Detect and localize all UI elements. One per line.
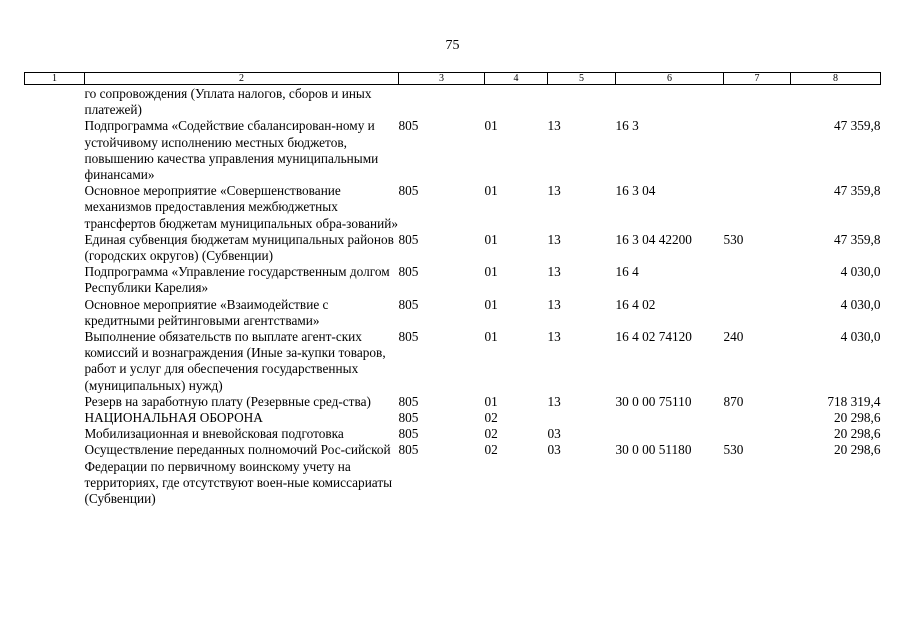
page-number: 75 [445, 38, 460, 53]
row-rz [485, 85, 548, 119]
row-blank-cell [25, 118, 85, 183]
header-col-8: 8 [791, 73, 881, 85]
row-blank-cell [25, 183, 85, 232]
row-sum [791, 85, 881, 119]
row-pr: 13 [547, 296, 561, 312]
row-name: Единая субвенция бюджетам муниципальных районов (городских округов) (Субвенции) [84, 231, 394, 264]
row-pr: 13 [547, 329, 561, 345]
header-col-6: 6 [616, 73, 724, 85]
row-blank-cell [25, 410, 85, 426]
header-col-2: 2 [85, 73, 399, 85]
row-sum: 20 298,6 [833, 442, 881, 458]
table-row [25, 118, 881, 183]
row-sum: 718 319,4 [827, 393, 881, 409]
row-rz: 01 [484, 231, 498, 247]
row-ved: 805 [398, 393, 419, 409]
row-vr: 530 [723, 231, 744, 247]
row-rz: 02 [484, 442, 498, 458]
row-name: Осуществление переданных полномочий Рос-сийской Федерации по первичному воинскому учету на территориях, где отсутствуют воен-ные комиссариаты (Субвенции) [84, 442, 393, 507]
table-row [25, 410, 881, 426]
row-csr [616, 85, 724, 119]
row-vr [724, 410, 791, 426]
row-csr [616, 426, 724, 442]
row-sum: 47 359,8 [833, 118, 881, 134]
table-row [25, 297, 881, 329]
row-vr [724, 426, 791, 442]
row-sum: 20 298,6 [833, 426, 881, 442]
row-ved: 805 [398, 442, 419, 458]
row-csr [616, 410, 724, 426]
row-rz: 01 [484, 329, 498, 345]
table-row [25, 329, 881, 394]
row-name: Мобилизационная и вневойсковая подготовка [84, 426, 344, 442]
row-blank-cell [25, 85, 85, 119]
row-blank-cell [25, 297, 85, 329]
row-name: НАЦИОНАЛЬНАЯ ОБОРОНА [84, 410, 263, 426]
row-ved: 805 [398, 329, 419, 345]
row-name: Основное мероприятие «Совершенствование механизмов предоставления межбюджетных трансфертов бюджетам муниципальных обра-зований» [84, 183, 398, 231]
row-csr: 16 3 04 [615, 183, 656, 199]
row-rz: 01 [484, 393, 498, 409]
row-vr [724, 183, 791, 232]
row-csr: 16 4 02 [615, 296, 656, 312]
row-csr: 30 0 00 51180 [615, 442, 692, 458]
row-ved [399, 85, 485, 119]
table-row [25, 232, 881, 264]
row-rz: 01 [484, 118, 498, 134]
row-vr [724, 118, 791, 183]
row-ved: 805 [398, 183, 419, 199]
row-pr: 03 [547, 426, 561, 442]
row-blank-cell [25, 329, 85, 394]
row-sum: 4 030,0 [840, 329, 881, 345]
table-row [25, 426, 881, 442]
row-csr: 16 4 [615, 264, 639, 280]
row-ved: 805 [398, 426, 419, 442]
row-pr [548, 410, 616, 426]
row-rz: 02 [484, 410, 498, 426]
row-sum: 4 030,0 [840, 264, 881, 280]
row-csr: 16 3 04 42200 [615, 231, 692, 247]
row-csr: 30 0 00 75110 [615, 393, 692, 409]
header-col-7: 7 [724, 73, 791, 85]
row-vr [724, 85, 791, 119]
row-vr: 870 [723, 393, 744, 409]
row-vr: 530 [723, 442, 744, 458]
table-row [25, 85, 881, 119]
row-blank-cell [25, 442, 85, 507]
row-pr: 13 [547, 264, 561, 280]
budget-table [24, 72, 881, 507]
header-col-5: 5 [548, 73, 616, 85]
row-ved: 805 [398, 264, 419, 280]
table-row [25, 442, 881, 507]
row-blank-cell [25, 264, 85, 296]
row-csr: 16 3 [615, 118, 639, 134]
header-col-1: 1 [25, 73, 85, 85]
row-rz: 01 [484, 264, 498, 280]
row-vr [724, 297, 791, 329]
row-pr: 13 [547, 118, 561, 134]
row-rz: 02 [484, 426, 498, 442]
row-sum: 20 298,6 [833, 410, 881, 426]
row-blank-cell [25, 426, 85, 442]
row-ved: 805 [398, 118, 419, 134]
table-row [25, 394, 881, 410]
row-name: го сопровождения (Уплата налогов, сборов и иных платежей) [84, 86, 372, 118]
row-name: Подпрограмма «Управление государственным долгом Республики Карелия» [84, 264, 390, 296]
row-name: Подпрограмма «Содействие сбалансирован-ному и устойчивому исполнению местных бюджетов, повышению качества управления муниципальными финансами» [84, 118, 379, 183]
row-vr [724, 264, 791, 296]
row-name: Основное мероприятие «Взаимодействие с кредитными рейтинговыми агентствами» [84, 296, 329, 328]
row-blank-cell [25, 232, 85, 264]
row-vr: 240 [723, 329, 744, 345]
table-row [25, 264, 881, 296]
row-ved: 805 [398, 410, 419, 426]
row-rz: 01 [484, 296, 498, 312]
header-col-3: 3 [399, 73, 485, 85]
row-pr: 03 [547, 442, 561, 458]
row-sum: 47 359,8 [833, 183, 881, 199]
row-ved: 805 [398, 296, 419, 312]
row-sum: 4 030,0 [840, 296, 881, 312]
row-pr [548, 85, 616, 119]
header-col-4: 4 [485, 73, 548, 85]
row-blank-cell [25, 394, 85, 410]
row-csr: 16 4 02 74120 [615, 329, 692, 345]
row-ved: 805 [398, 231, 419, 247]
row-rz: 01 [484, 183, 498, 199]
row-pr: 13 [547, 231, 561, 247]
row-pr: 13 [547, 393, 561, 409]
row-name: Выполнение обязательств по выплате агент-ских комиссий и вознаграждения (Иные за-купки товаров, работ и услуг для обеспечения государственных (муниципальных) нужд) [84, 329, 386, 393]
row-name: Резерв на заработную плату (Резервные сред-ства) [84, 393, 371, 409]
table-row [25, 183, 881, 232]
row-pr: 13 [547, 183, 561, 199]
row-sum: 47 359,8 [833, 231, 881, 247]
header-row [25, 73, 881, 85]
